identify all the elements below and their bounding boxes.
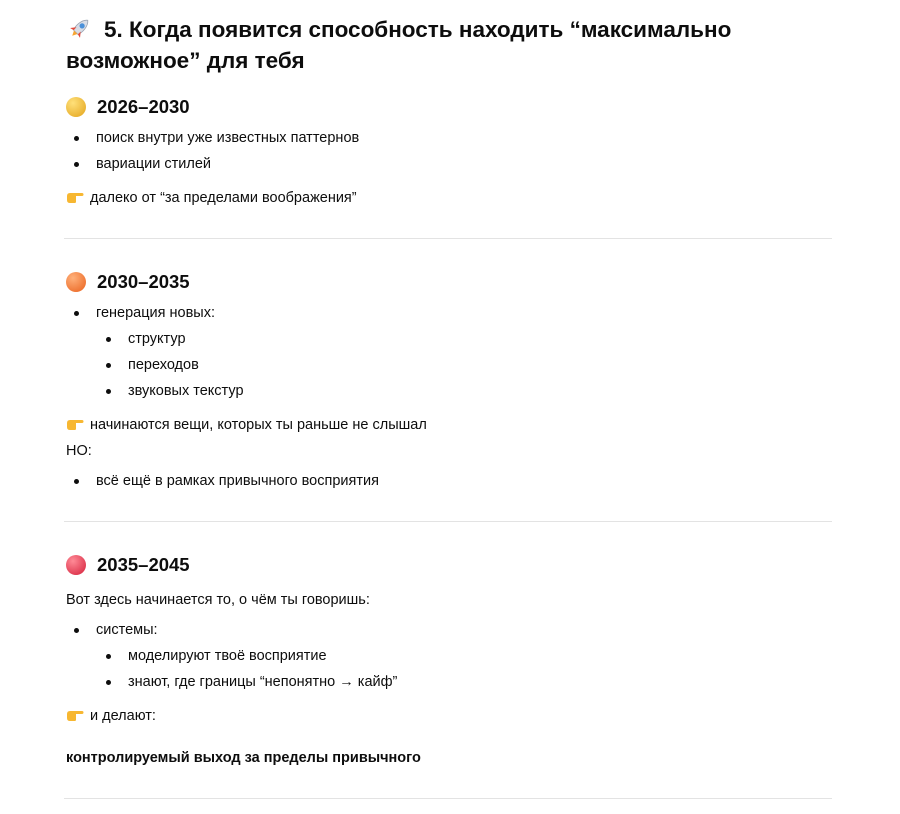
- divider: [64, 798, 832, 799]
- list-subitem: знают, где границы “непонятно → кайф”: [128, 674, 398, 690]
- orange-circle-icon: [66, 272, 86, 292]
- note-2: начинаются вещи, которых ты раньше не слышал: [66, 415, 427, 435]
- conclusion-text: контролируемый выход за пределы привычного: [66, 750, 421, 766]
- note-3: и делают:: [66, 706, 156, 726]
- list-item: поиск внутри уже известных паттернов: [96, 130, 360, 146]
- list-subitem: структур: [128, 331, 186, 347]
- list-subitem: моделируют твоё восприятие: [128, 648, 327, 664]
- period-2: 2030–2035: [97, 271, 190, 292]
- list-item: системы:: [96, 622, 158, 638]
- red-circle-icon: [66, 555, 86, 575]
- pointing-hand-icon: [66, 708, 84, 722]
- divider: [64, 238, 832, 239]
- period-heading-3: [66, 553, 190, 577]
- note-1: далеко от “за пределами воображения”: [66, 188, 357, 208]
- period-1: 2026–2030: [97, 96, 190, 117]
- section-heading: [66, 14, 786, 76]
- heading-text: 5. Когда появится способность находить “максимально возможное” для тебя: [66, 17, 732, 73]
- list-item: всё ещё в рамках привычного восприятия: [96, 473, 379, 489]
- period-heading-2: [66, 270, 190, 294]
- period-3: 2035–2045: [97, 554, 190, 575]
- intro-text: Вот здесь начинается то, о чём ты говоришь:: [66, 592, 370, 608]
- divider: [64, 521, 832, 522]
- list-subitem: переходов: [128, 357, 199, 373]
- but-label: НО:: [66, 443, 92, 459]
- rocket-icon: [66, 16, 94, 40]
- list-subitem: звуковых текстур: [128, 383, 244, 399]
- period-heading-1: [66, 95, 190, 119]
- pointing-hand-icon: [66, 190, 84, 204]
- yellow-circle-icon: [66, 97, 86, 117]
- list-item: вариации стилей: [96, 156, 211, 172]
- list-item: генерация новых:: [96, 305, 215, 321]
- pointing-hand-icon: [66, 417, 84, 431]
